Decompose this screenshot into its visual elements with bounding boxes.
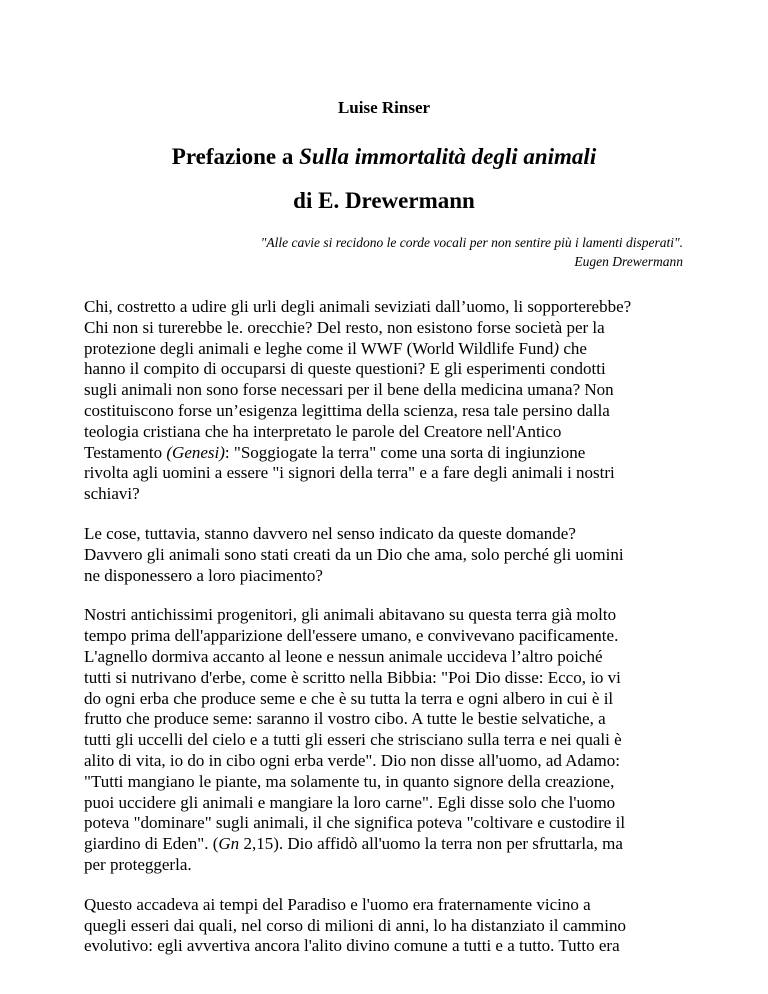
title-book-name: Sulla immortalità degli animali <box>299 144 597 169</box>
text-line: Le cose, tuttavia, stanno davvero nel senso indicato da queste domande? <box>84 523 576 543</box>
author-name: Luise Rinser <box>337 98 431 117</box>
text-line: Nostri antichissimi progenitori, gli animali abitavano su questa terra già molto <box>84 605 617 625</box>
text-line: alito di vita, io do in cibo ogni erba verde". Dio non disse all'uomo, ad Adamo: <box>84 750 620 770</box>
text-line: quegli esseri dai quali, nel corso di milioni di anni, lo ha distanziato il cammino <box>84 915 626 935</box>
text-segment-italic: (Genesi) <box>166 442 225 462</box>
text-line: L'agnello dormiva accanto al leone e nessun animale uccideva l’altro poiché <box>84 646 603 666</box>
text-line: tutti si nutrivano d'erbe, come è scritto nella Bibbia: "Poi Dio disse: Ecco, io vi <box>84 667 621 687</box>
text-line: evolutivo: egli avvertiva ancora l'alito divino comune a tutti e a tutto. Tutto era <box>84 936 620 956</box>
text-line: Questo accadeva ai tempi del Paradiso e l'uomo era fraternamente vicino a <box>84 894 591 914</box>
text-line: do ogni erba che produce seme e che è su tutta la terra e ogni albero in cui è il <box>84 688 614 708</box>
text-line: hanno il compito di occuparsi di queste questioni? E gli esperimenti condotti <box>84 359 606 379</box>
text-line: puoi uccidere gli animali e mangiare la loro carne". Egli disse solo che l'uomo <box>84 792 616 812</box>
text-line <box>84 834 704 855</box>
text-line: Davvero gli animali sono stati creati da un Dio che ama, solo perché gli uomini <box>84 544 624 564</box>
text-line: Chi, costretto a udire gli urli degli animali seviziati dall’uomo, li sopporterebbe? <box>84 297 632 316</box>
title-prefix: Prefazione a <box>171 144 300 169</box>
text-line: tutti gli uccelli del cielo e a tutti gli esseri che strisciano sulla terra e nei quali è <box>84 730 622 750</box>
document-title <box>0 142 768 172</box>
text-segment: protezione degli animali e leghe come il WWF (World Wildlife Fund <box>84 338 554 358</box>
text-line: teologia cristiana che ha interpretato le parole del Creatore nell'Antico <box>84 421 562 441</box>
text-line: frutto che produce seme: saranno il vostro cibo. A tutte le bestie selvatiche, a <box>84 709 606 729</box>
text-line: poteva "dominare" sugli animali, il che significa poteva "coltivare e custodire il <box>84 813 626 833</box>
text-line: per proteggerla. <box>84 854 192 874</box>
text-line: Chi non si turerebbe le. orecchie? Del resto, non esistono forse società per la <box>84 317 605 337</box>
text-line: schiavi? <box>84 484 140 504</box>
paragraph-3 <box>84 605 704 875</box>
paragraph-4 <box>84 895 704 957</box>
text-segment-italic: Gn <box>218 834 240 854</box>
body-text <box>84 297 704 976</box>
text-segment: giardino di Eden". ( <box>84 834 219 854</box>
text-line <box>84 339 704 360</box>
epigraph-attribution: Eugen Drewermann <box>574 254 683 269</box>
text-line <box>84 443 704 464</box>
document-subtitle: di E. Drewermann <box>293 188 475 213</box>
text-line: rivolta agli uomini a essere "i signori della terra" e a fare degli animali i nostri <box>84 463 615 483</box>
epigraph-quote: "Alle cavie si recidono le corde vocali per non sentire più i lamenti disperati". <box>260 235 683 250</box>
text-line: costituiscono forse un’esigenza legittima della scienza, resa tale persino dalla <box>84 400 610 420</box>
text-segment: Testamento <box>84 442 167 462</box>
text-line: sugli animali non sono forse necessari per il bene della medicina umana? Non <box>84 380 614 400</box>
paragraph-2 <box>84 524 704 586</box>
text-line: "Tutti mangiano le piante, ma solamente tu, in quanto signore della creazione, <box>84 771 615 791</box>
text-segment-italic: ) <box>553 338 560 358</box>
text-line: ne disponessero a loro piacimento? <box>84 565 323 585</box>
text-segment: 2,15). Dio affidò all'uomo la terra non per sfruttarla, ma <box>239 834 623 854</box>
text-segment: che <box>559 338 587 358</box>
text-line: tempo prima dell'apparizione dell'essere umano, e convivevano pacificamente. <box>84 626 619 646</box>
epigraph <box>123 233 683 271</box>
text-segment: : "Soggiogate la terra" come una sorta di ingiunzione <box>224 442 586 462</box>
paragraph-1 <box>84 297 704 505</box>
